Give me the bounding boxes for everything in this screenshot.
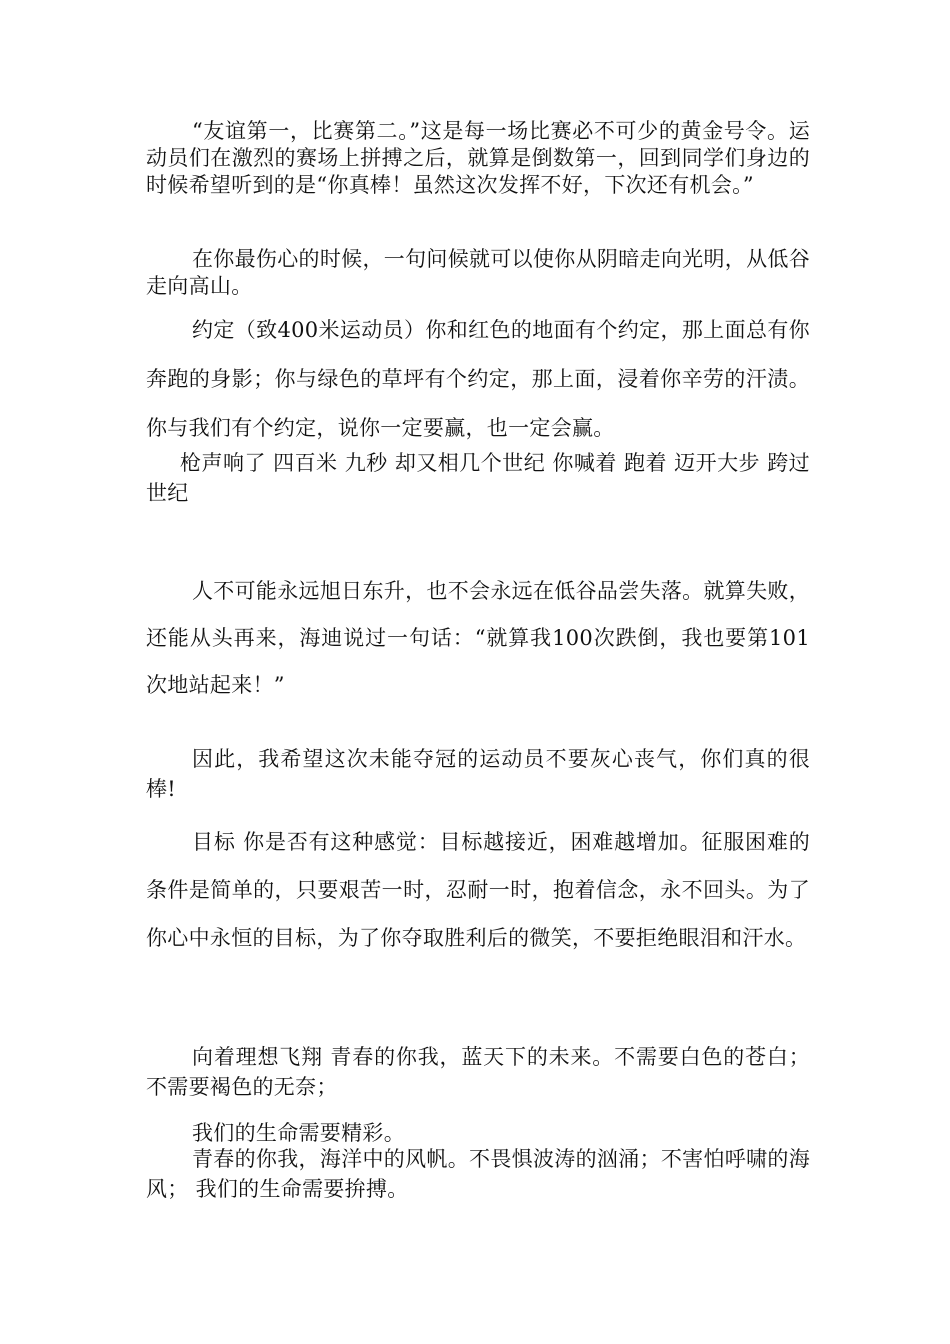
paragraph-fly-toward-ideal: 向着理想飞翔 青春的你我，蓝天下的未来。不需要白色的苍白； 不需要褐色的无奈； [146, 1045, 810, 1099]
paragraph-promise: 约定（致400米运动员）你和红色的地面有个约定，那上面总有你奔跑的身影；你与绿色的草坪有个约定，那上面，浸着你辛劳的汗渍。你与我们有个约定，说你一定要赢，也一定会赢。 [146, 318, 810, 440]
paragraph-sail: 青春的你我，海洋中的风帆。不畏惧波涛的汹涌；不害怕呼啸的海风； 我们的生命需要拚搏。 [146, 1147, 810, 1201]
paragraph-life-brilliant: 我们的生命需要精彩。 [192, 1121, 405, 1145]
paragraph-goal: 目标 你是否有这种感觉：目标越接近，困难越增加。征服困难的条件是简单的，只要艰苦一时，忍耐一时，抱着信念，永不回头。为了你心中永恒的目标，为了你夺取胜利后的微笑，不要拒绝眼泪和汗水。 [146, 830, 810, 950]
paragraph-encouragement: 因此，我希望这次未能夺冠的运动员不要灰心丧气，你们真的很棒! [146, 747, 810, 801]
paragraph-greeting: 在你最伤心的时候，一句问候就可以使你从阴暗走向光明，从低谷走向高山。 [146, 247, 810, 298]
paragraph-friendship-first: “友谊第一，比赛第二。”这是每一场比赛必不可少的黄金号令。运动员们在激烈的赛场上拼搏之后，就算是倒数第一，回到同学们身边的时候希望听到的是“你真棒！虽然这次发挥不好，下次还有机会。” [146, 119, 810, 197]
paragraph-never-give-up: 人不可能永远旭日东升，也不会永远在低谷品尝失落。就算失败，还能从头再来，海迪说过一句话：“就算我100次跌倒，我也要第101次地站起来！” [146, 579, 810, 697]
paragraph-gunshot: 枪声响了 四百米 九秒 却又相几个世纪 你喊着 跑着 迈开大步 跨过世纪 [146, 451, 810, 505]
